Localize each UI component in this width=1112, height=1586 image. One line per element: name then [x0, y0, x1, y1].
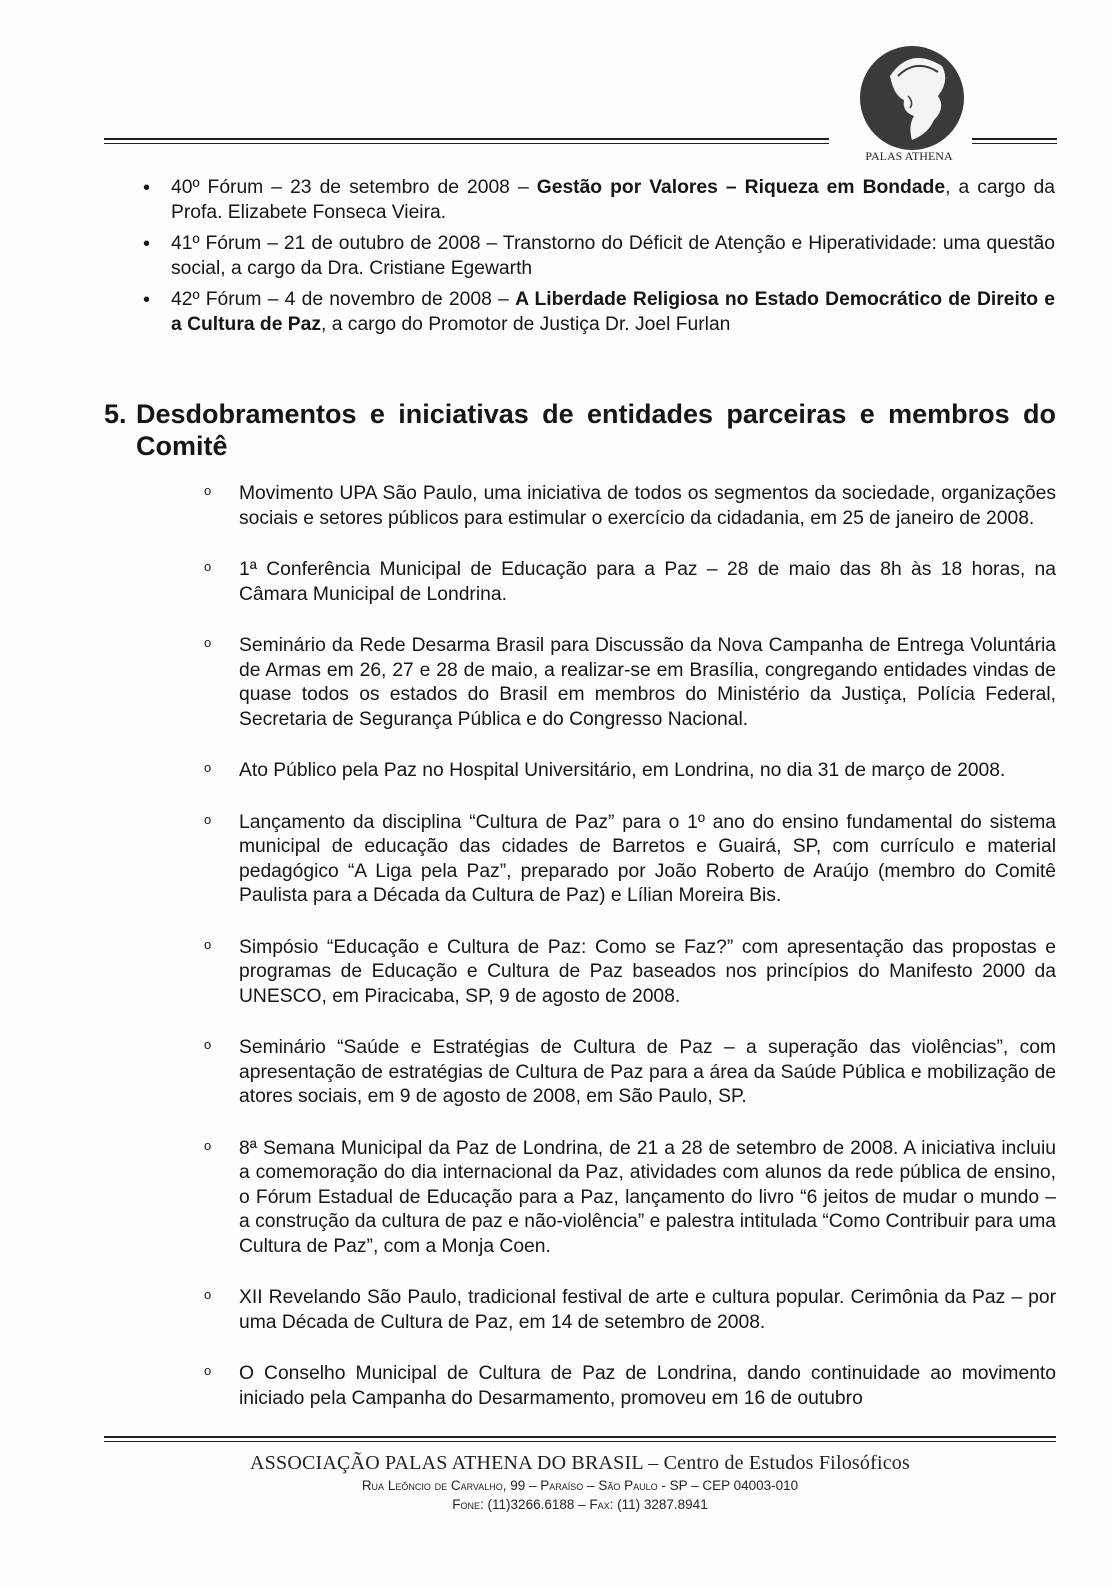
- section-heading: [104, 398, 1056, 462]
- forum-item: • 41º Fórum – 21 de outubro de 2008 – Transtorno do Déficit de Atenção e Hiperatividade: uma questão social, a cargo da Dra. Cristiane Egewarth: [143, 232, 1055, 281]
- list-item: o 1ª Conferência Municipal de Educação para a Paz – 28 de maio das 8h às 18 horas, na Câmara Municipal de Londrina.: [204, 559, 1056, 605]
- footer-organization: ASSOCIAÇÃO PALAS ATHENA DO BRASIL – Centro de Estudos Filosóficos: [250, 1452, 910, 1474]
- logo-text: PALAS ATHENA: [865, 149, 953, 163]
- forum-item: • 40º Fórum – 23 de setembro de 2008 – Gestão por Valores – Riqueza em Bondade, a cargo da Profa. Elizabete Fonseca Vieira.: [143, 176, 1055, 225]
- section-title: Desdobramentos e iniciativas de entidades parceiras e membros do Comitê: [136, 399, 1056, 461]
- list-item: o XII Revelando São Paulo, tradicional festival de arte e cultura popular. Cerimônia da Paz – por uma Década de Cultura de Paz, em 14 de setembro de 2008.: [204, 1287, 1056, 1333]
- header-rule: [104, 138, 829, 144]
- list-item: o Simpósio “Educação e Cultura de Paz: Como se Faz?” com apresentação das propostas e programas de Educação e Cultura de Paz baseados nos princípios do Manifesto 2000 da UNESCO, em Piracicaba, SP, 9 de agosto de 2008.: [204, 936, 1056, 1007]
- list-item: o Movimento UPA São Paulo, uma iniciativa de todos os segmentos da sociedade, organizações sociais e setores públicos para estimular o exercício da cidadania, em 25 de janeiro de 2008.: [204, 483, 1056, 529]
- forum-item: • 42º Fórum – 4 de novembro de 2008 – A Liberdade Religiosa no Estado Democrático de Direito e a Cultura de Paz, a cargo do Promotor de Justiça Dr. Joel Furlan: [143, 288, 1055, 337]
- list-item: o Seminário da Rede Desarma Brasil para Discussão da Nova Campanha de Entrega Voluntária de Armas em 26, 27 e 28 de maio, a realizar-se em Brasília, congregando entidades vindas de quase todos os estados do Brasil em membros do Ministério da Justiça, Polícia Federal, Secretaria de Segurança Pública e do Congresso Nacional.: [204, 635, 1056, 730]
- list-item: o 8ª Semana Municipal da Paz de Londrina, de 21 a 28 de setembro de 2008. A iniciativa incluiu a comemoração do dia internacional da Paz, atividades com alunos da rede pública de ensino, o Fórum Estadual de Educação para a Paz, lançamento do livro “6 jeitos de mudar o mundo – a construção da cultura de paz e não-violência” e palestra intitulada “Como Contribuir para uma Cultura de Paz”, com a Monja Coen.: [204, 1137, 1056, 1257]
- list-item: o O Conselho Municipal de Cultura de Paz de Londrina, dando continuidade ao movimento iniciado pela Campanha do Desarmamento, promoveu em 16 de outubro: [204, 1363, 1056, 1409]
- footer: [104, 1450, 1056, 1514]
- list-item: o Ato Público pela Paz no Hospital Universitário, em Londrina, no dia 31 de março de 2008.: [204, 760, 1006, 781]
- footer-phone: Fone: (11)3266.6188 – Fax: (11) 3287.8941: [452, 1497, 708, 1512]
- footer-address: Rua Leôncio de Carvalho, 99 – Paraíso – São Paulo - SP – CEP 04003-010: [361, 1478, 799, 1493]
- list-item: o Seminário “Saúde e Estratégias de Cultura de Paz – a superação das violências”, com apresentação de estratégias de Cultura de Paz para a área da Saúde Pública e mobilização de atores sociais, em 9 de agosto de 2008, em São Paulo, SP.: [204, 1037, 1056, 1107]
- footer-rule: [104, 1436, 1056, 1442]
- section-number: 5.: [104, 399, 127, 429]
- forum-list: [143, 176, 1055, 344]
- header-rule-right: [972, 138, 1057, 144]
- initiatives-list: [204, 482, 1056, 1438]
- list-item: o Lançamento da disciplina “Cultura de Paz” para o 1º ano do ensino fundamental do sistema municipal de educação das cidades de Barretos e Guairá, SP, com currículo e material pedagógico “A Liga pela Paz”, preparado por João Roberto de Araújo (membro do Comitê Paulista para a Década da Cultura de Paz) e Lílian Moreira Bis.: [204, 811, 1056, 906]
- palas-athena-logo: [850, 36, 968, 166]
